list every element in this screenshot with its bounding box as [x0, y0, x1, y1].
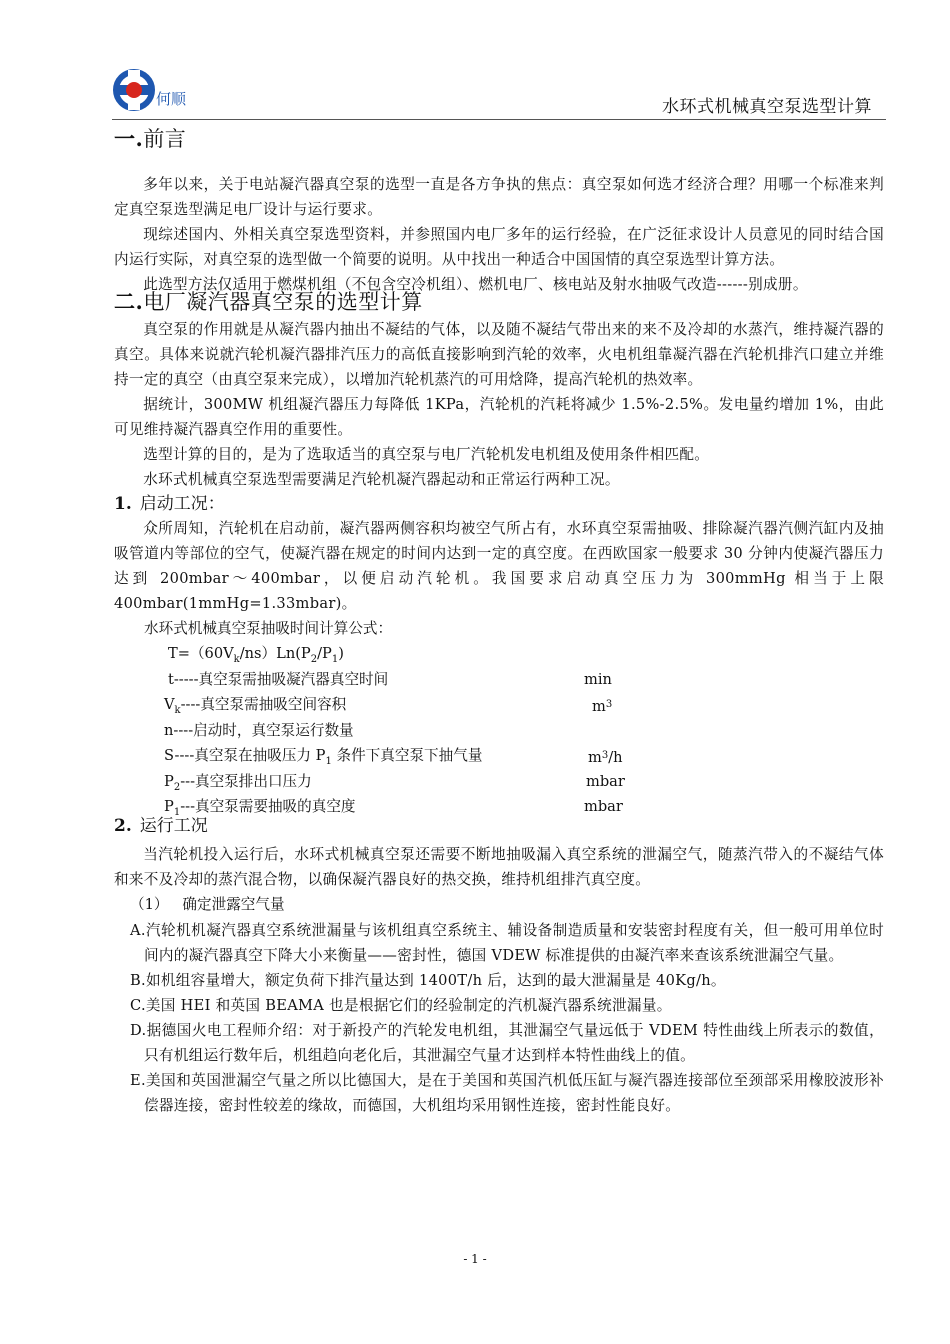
subsection-2-heading: 2. 运行工况: [114, 815, 208, 836]
list-item: B.如机组容量增大，额定负荷下排汽量达到 1400T/h 后，达到的最大泄漏量是 40Kg/h。: [130, 971, 726, 989]
section-2-paragraph: 据统计，300MW 机组凝汽器压力每降低 1KPa，汽轮机的汽耗将减少 1.5%-2.5%。发电量约增加 1%，由此可见维持凝汽器真空作用的重要性。: [114, 396, 884, 438]
subsection-1-paragraph: 众所周知，汽轮机在启动前，凝汽器两侧容积均被空气所占有，水环真空泵需抽吸、排除凝汽器汽侧汽缸内及抽吸管道内等部位的空气，使凝汽器在规定的时间内达到一定的真空度。在西欧国家一般要求 30 分钟内使凝汽器压力达到 200mbar～400mbar，以便启动汽轮机。我国要求启动真空压力为 300mmHg 相当于上限 400mbar(1mmHg=1.33mbar)。: [114, 520, 884, 612]
page-number: - 1 -: [463, 1252, 487, 1266]
variable-definition: S----真空泵在抽吸压力 $P_1$ 条件下真空泵下抽气量 $m^3/h$: [164, 747, 623, 767]
variable-definition: $P_2---$真空泵排出口压力 mbar: [164, 772, 625, 793]
section-1-paragraph: 现综述国内、外相关真空泵选型资料，并参照国内电厂多年的运行经验，在广泛征求设计人员意见的同时结合国内运行实际，对真空泵的选型做一个简要的说明。从中找出一种适合中国国情的真空泵选型计算方法。: [114, 226, 884, 268]
formula-intro: 水环式机械真空泵抽吸时间计算公式：: [144, 620, 393, 637]
subsection-2-paragraph: 当汽轮机投入运行后，水环式机械真空泵还需要不断地抽吸漏入真空系统的泄漏空气，随蒸汽带入的不凝结气体和来不及冷却的蒸汽混合物，以确保凝汽器良好的热交换，维持机组排汽真空度。: [114, 845, 884, 888]
company-logo: [112, 66, 202, 114]
list-item: C.美国 HEI 和英国 BEAMA 也是根据它们的经验制定的汽机凝汽器系统泄漏量。: [130, 996, 672, 1014]
variable-definition: $P_1---$真空泵需要抽吸的真空度 mbar: [164, 798, 623, 818]
list-item: E.美国和英国泄漏空气量之所以比德国大，是在于美国和英国汽机低压缸与凝汽器连接部位至颈部采用橡胶波形补偿器连接，密封性较差的缘故，而德国，大机组均采用钢性连接，密封性能良好。: [130, 1071, 884, 1114]
variable-definition: t-----真空泵需抽吸凝汽器真空时间 min: [168, 670, 612, 688]
header-divider: [112, 119, 886, 120]
document-header-title: 水环式机械真空泵选型计算: [662, 97, 872, 117]
section-1-paragraph: 此选型方法仅适用于燃煤机组（不包含空冷机组）、燃机电厂、核电站及射水抽吸气改造------别成册。: [143, 276, 808, 293]
section-2-paragraph: 选型计算的目的，是为了选取适当的真空泵与电厂汽轮机发电机组及使用条件相匹配。: [143, 446, 710, 463]
section-2-heading: 二.电厂凝汽器真空泵的选型计算: [114, 289, 423, 314]
section-2-paragraph: 水环式机械真空泵选型需要满足汽轮机凝汽器起动和正常运行两种工况。: [143, 471, 620, 488]
logo-text: 何顺: [156, 90, 187, 108]
section-1-heading: 一.前言: [114, 126, 187, 151]
formula: $T=(60V_k/ns)Ln(P_2/P_1)$: [168, 645, 344, 665]
variable-definition: $V_k----$真空泵需抽吸空间容积 $m^3$: [164, 696, 613, 716]
list-item: D.据德国火电工程师介绍：对于新投产的汽轮发电机组，其泄漏空气量远低于 VDEM 特性曲线上所表示的数值，只有机组运行数年后，机组趋向老化后，其泄漏空气量才达到样本特性曲线上的值。: [130, 1021, 884, 1064]
formula-block: [114, 641, 884, 820]
document-body: [114, 124, 884, 1118]
section-2-paragraph: 真空泵的作用就是从凝汽器内抽出不凝结的气体，以及随不凝结气带出来的来不及冷却的水蒸汽，维持凝汽器的真空。具体来说就汽轮机凝汽器排汽压力的高低直接影响到汽轮的效率，火电机组靠凝汽器在汽轮机排汽口建立并维持一定的真空（由真空泵来完成），以增加汽轮机蒸汽的可用焓降，提高汽轮机的热效率。: [114, 321, 884, 388]
subsection-1-heading: 1. 启动工况：: [114, 494, 225, 514]
list-item: A.汽轮机机凝汽器真空系统泄漏量与该机组真空系统主、辅设备制造质量和安装密封程度有关，但一般可用单位时间内的凝汽器真空下降大小来衡量——密封性，德国 VDEW 标准提供的由凝汽率来查该系统泄漏空气量。: [130, 921, 884, 964]
variable-definition: n----启动时，真空泵运行数量: [164, 721, 354, 739]
section-1-paragraph: 多年以来，关于电站凝汽器真空泵的选型一直是各方争执的焦点：真空泵如何选才经济合理？用哪一个标准来判定真空泵选型满足电厂设计与运行要求。: [114, 176, 884, 218]
item-heading: （1） 确定泄露空气量: [130, 895, 285, 913]
